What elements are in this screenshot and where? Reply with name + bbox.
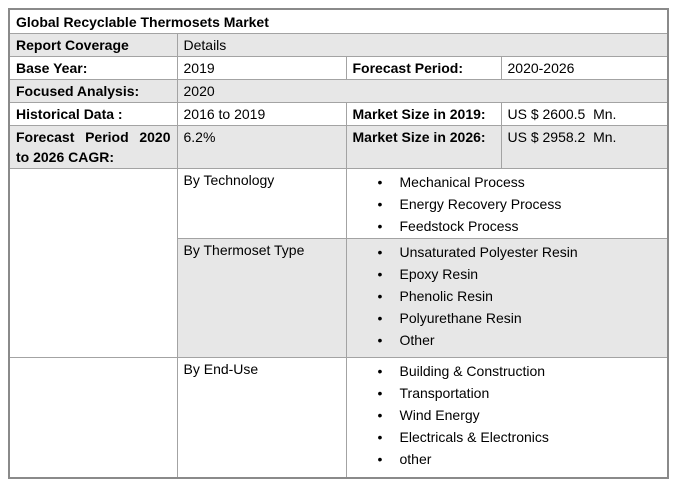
bullet-icon: • [377, 218, 383, 234]
list-item-label: Transportation [399, 385, 490, 401]
market-size-2026-label: Market Size in 2026: [346, 126, 501, 169]
table-row-cagr [9, 126, 668, 169]
bullet-icon: • [377, 332, 383, 348]
table-row-report-coverage [9, 34, 668, 57]
list-item-label: Other [399, 332, 435, 348]
market-report-summary-table [8, 8, 669, 479]
bullet-list [353, 360, 662, 470]
list-item [378, 307, 662, 329]
segment-technology-label: By Technology [177, 169, 346, 239]
market-size-2019-label: Market Size in 2019: [346, 103, 501, 126]
empty-cell [9, 358, 177, 478]
list-item [378, 382, 662, 404]
bullet-icon: • [377, 385, 383, 401]
table-row-historical-data [9, 103, 668, 126]
forecast-period-value: 2020-2026 [501, 57, 668, 80]
base-year-label: Base Year: [9, 57, 177, 80]
bullet-icon: • [377, 196, 383, 212]
cagr-label: Forecast Period 2020 to 2026 CAGR: [9, 126, 177, 169]
bullet-icon: • [377, 407, 383, 423]
list-item-label: Polyurethane Resin [399, 310, 522, 326]
cagr-value: 6.2% [177, 126, 346, 169]
bullet-icon: • [377, 363, 383, 379]
report-coverage-value: Details [177, 34, 668, 57]
list-item [378, 241, 662, 263]
forecast-period-label: Forecast Period: [346, 57, 501, 80]
table-row-focused-analysis [9, 80, 668, 103]
list-item [378, 360, 662, 382]
list-item-label: Wind Energy [399, 407, 480, 423]
market-size-2026-value: US $ 2958.2 Mn. [501, 126, 668, 169]
list-item [378, 215, 662, 237]
report-coverage-label: Report Coverage [9, 34, 177, 57]
list-item [378, 404, 662, 426]
table-row-title [9, 9, 668, 34]
bullet-icon: • [377, 288, 383, 304]
segment-thermoset-type-label: By Thermoset Type [177, 239, 346, 358]
list-item-label: Feedstock Process [399, 218, 519, 234]
bullet-list [353, 241, 662, 351]
list-item-label: Electricals & Electronics [399, 429, 549, 445]
market-size-2019-value: US $ 2600.5 Mn. [501, 103, 668, 126]
list-item [378, 426, 662, 448]
bullet-icon: • [377, 266, 383, 282]
focused-analysis-label: Focused Analysis: [9, 80, 177, 103]
list-item-label: Epoxy Resin [399, 266, 479, 282]
page-title: Global Recyclable Thermosets Market [9, 9, 668, 34]
list-item-label: Building & Construction [399, 363, 546, 379]
table-row-base-year [9, 57, 668, 80]
historical-data-value: 2016 to 2019 [177, 103, 346, 126]
focused-analysis-value: 2020 [177, 80, 668, 103]
segment-end-use-items [346, 358, 668, 478]
historical-data-label: Historical Data : [9, 103, 177, 126]
table-row-segment-end-use [9, 358, 668, 478]
list-item-label: Phenolic Resin [399, 288, 493, 304]
list-item-label: Unsaturated Polyester Resin [399, 244, 578, 260]
segment-thermoset-type-items [346, 239, 668, 358]
table-row-segment-technology [9, 169, 668, 239]
list-item-label: other [399, 451, 432, 467]
list-item [378, 329, 662, 351]
bullet-icon: • [377, 174, 383, 190]
empty-cell [9, 169, 177, 358]
list-item-label: Mechanical Process [399, 174, 525, 190]
bullet-list [353, 171, 662, 237]
segment-technology-items [346, 169, 668, 239]
bullet-icon: • [377, 451, 383, 467]
base-year-value: 2019 [177, 57, 346, 80]
list-item [378, 263, 662, 285]
list-item-label: Energy Recovery Process [399, 196, 562, 212]
list-item [378, 171, 662, 193]
list-item [378, 448, 662, 470]
bullet-icon: • [377, 429, 383, 445]
bullet-icon: • [377, 244, 383, 260]
list-item [378, 285, 662, 307]
bullet-icon: • [377, 310, 383, 326]
segment-end-use-label: By End-Use [177, 358, 346, 478]
list-item [378, 193, 662, 215]
